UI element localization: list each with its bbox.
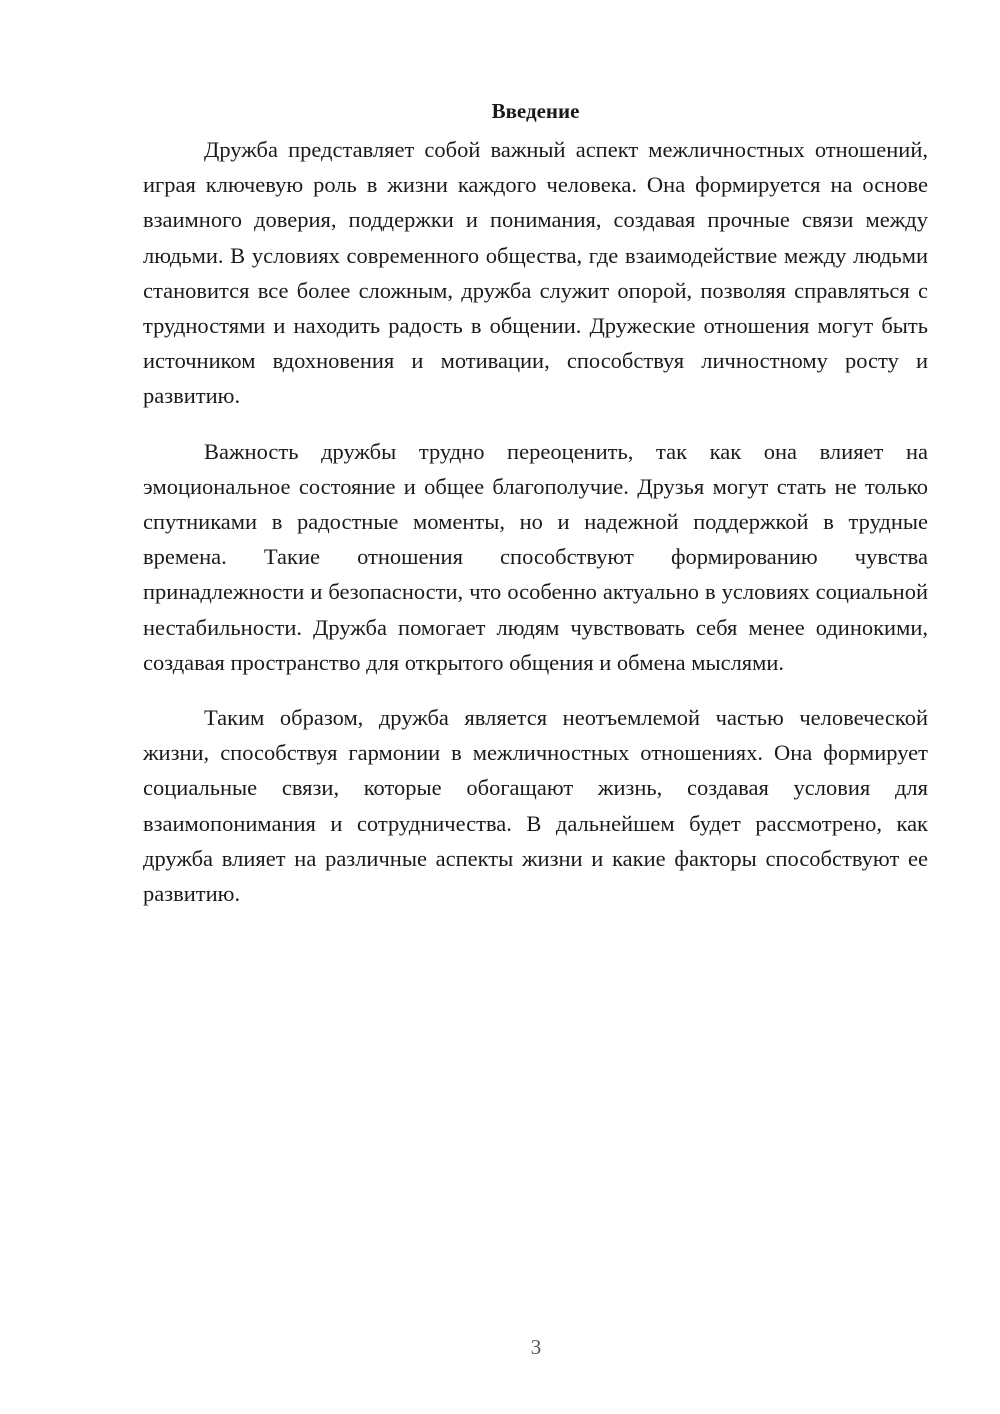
section-heading: Введение — [491, 99, 580, 123]
page-content — [143, 96, 928, 911]
paragraph-3: Таким образом, дружба является неотъемлемой частью человеческой жизни, способствуя гармонии в межличностных отношениях. Она формирует социальные связи, которые обогащают жизнь, создавая условия для взаимопонимания и сотрудничества. В дальнейшем будет рассмотрено, как дружба влияет на различные аспекты жизни и какие факторы способствуют ее развитию. — [143, 705, 928, 907]
paragraph-2: Важность дружбы трудно переоценить, так как она влияет на эмоциональное состояние и общее благополучие. Друзья могут стать не только спутниками в радостные моменты, но и надежной поддержкой в трудные времена. Такие отношения способствуют формированию чувства принадлежности и безопасности, что особенно актуально в условиях социальной нестабильности. Дружба помогает людям чувствовать себя менее одинокими, создавая пространство для открытого общения и обмена мыслями. — [143, 438, 928, 675]
paragraph-1: Дружба представляет собой важный аспект межличностных отношений, играя ключевую роль в жизни каждого человека. Она формируется на основе взаимного доверия, поддержки и понимания, создавая прочные связи между людьми. В условиях современного общества, где взаимодействие между людьми становится все более сложным, дружба служит опорой, позволяя справляться с трудностями и находить радость в общении. Дружеские отношения могут быть источником вдохновения и мотивации, способствуя личностному росту и развитию. — [143, 137, 928, 409]
page-number: 3 — [530, 1335, 542, 1359]
